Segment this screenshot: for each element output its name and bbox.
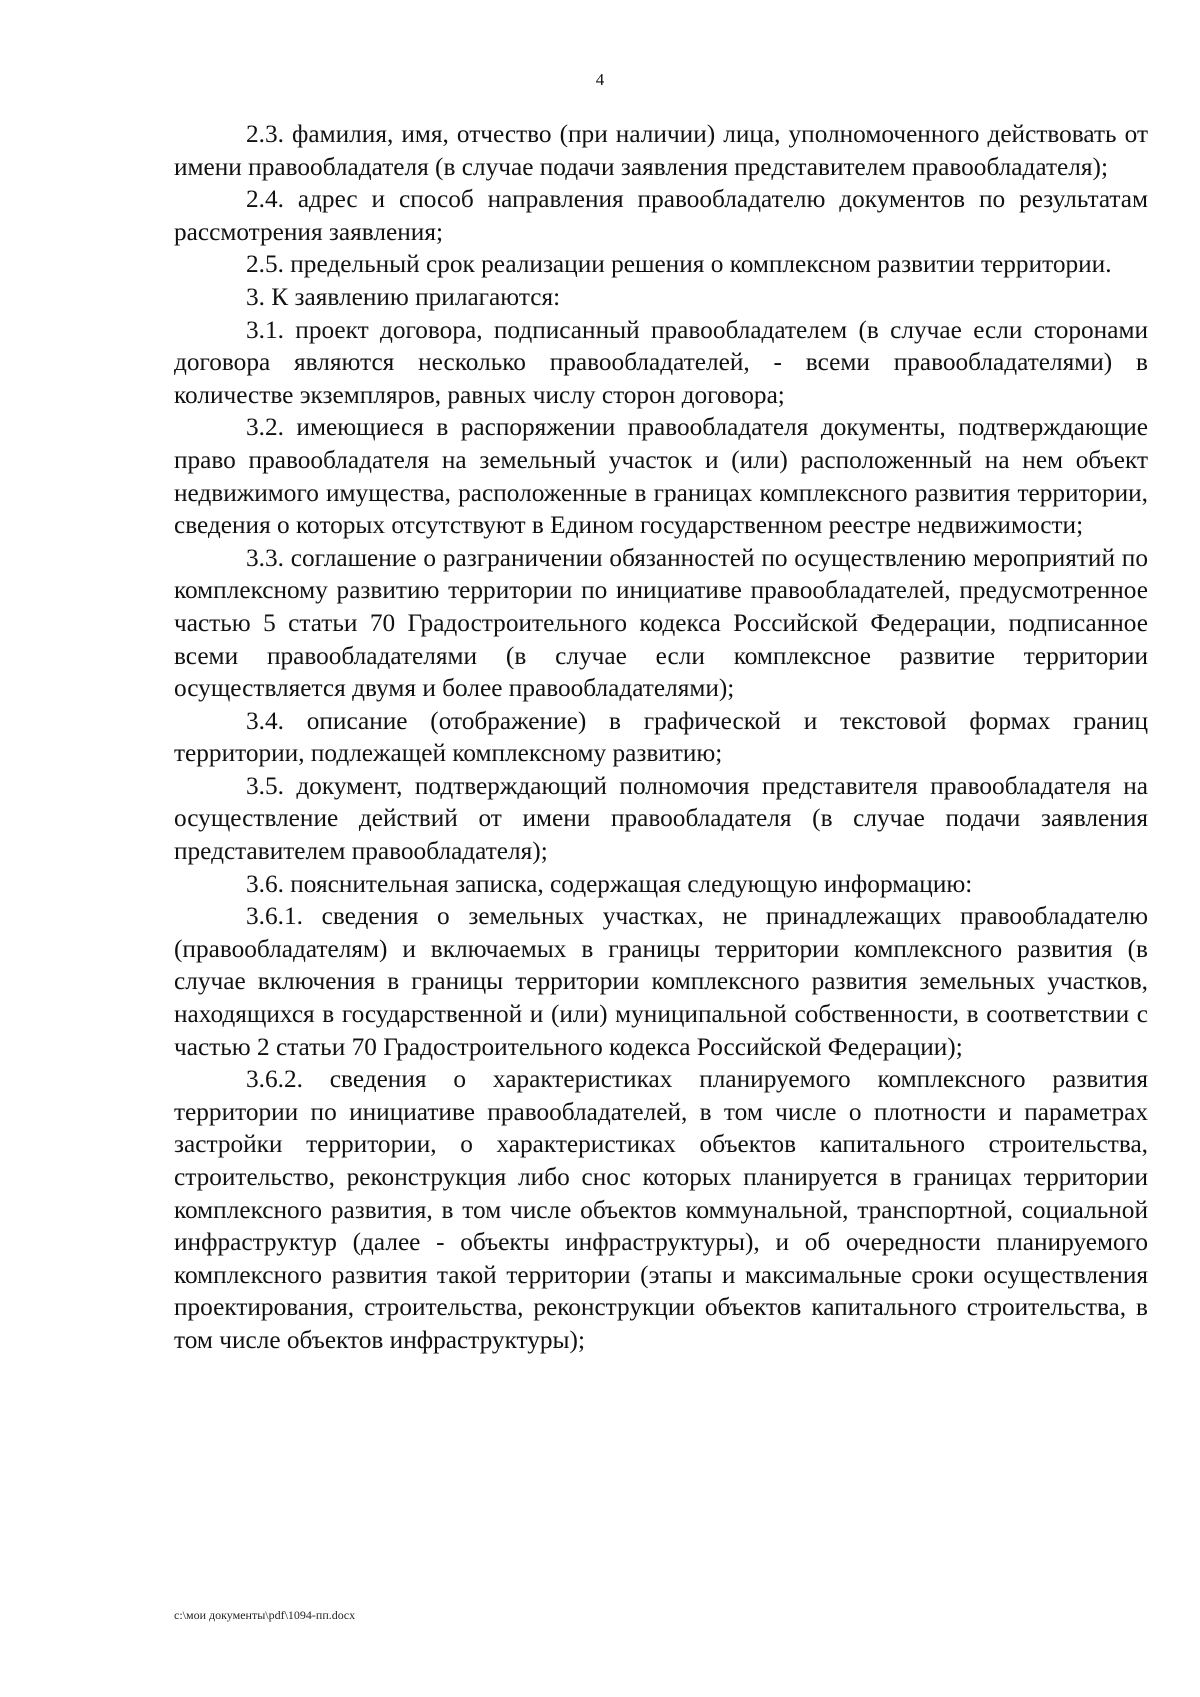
paragraph-2-3: 2.3. фамилия, имя, отчество (при наличии) лица, уполномоченного действовать от имени правообладателя (в случае подачи заявления представителем правообладателя); bbox=[174, 120, 1148, 181]
paragraph-3-3: 3.3. соглашение о разграничении обязанностей по осуществлению мероприятий по комплексному развитию территории по инициативе правообладателей, предусмотренное частью 5 статьи 70 Градостроительного кодекса Российской Федерации, подписанное всеми правообладателями (в случае если комплексное развитие территории осуществляется двумя и более правообладателями); bbox=[174, 543, 1148, 703]
paragraph-3-2: 3.2. имеющиеся в распоряжении правообладателя документы, подтверждающие право правообладателя на земельный участок и (или) расположенный на нем объект недвижимого имущества, расположенные в границах комплексного развития территории, сведения о которых отсутствуют в Едином государственном реестре недвижимости; bbox=[174, 413, 1148, 540]
footer-file-path: c:\мои документы\pdf\1094-пп.docx bbox=[174, 1608, 356, 1622]
paragraph-3: 3. К заявлению прилагаются: bbox=[246, 282, 561, 311]
paragraph-3-4: 3.4. описание (отображение) в графической и текстовой формах границ территории, подлежащей комплексному развитию; bbox=[174, 706, 1148, 768]
paragraph-2-5: 2.5. предельный срок реализации решения о комплексном развитии территории. bbox=[246, 250, 1112, 279]
paragraph-3-1: 3.1. проект договора, подписанный правообладателем (в случае если сторонами договора являются несколько правообладателей, - всеми правообладателями) в количестве экземпляров, равных числу сторон договора; bbox=[174, 315, 1148, 409]
paragraph-3-6-1: 3.6.1. сведения о земельных участках, не принадлежащих правообладателю (правообладателям) и включаемых в границы территории комплексного развития (в случае включения в границы территории комплексного развития земельных участков, находящихся в государственной и (или) муниципальной собственности, в соответствии с частью 2 статьи 70 Градостроительного кодекса Российской Федерации); bbox=[174, 902, 1148, 1061]
document-body bbox=[174, 118, 1148, 1357]
paragraph-3-6: 3.6. пояснительная записка, содержащая следующую информацию: bbox=[246, 869, 973, 898]
paragraph-3-5: 3.5. документ, подтверждающий полномочия представителя правообладателя на осуществление действий от имени правообладателя (в случае подачи заявления представителем правообладателя); bbox=[174, 771, 1148, 866]
paragraph-2-4: 2.4. адрес и способ направления правообладателю документов по результатам рассмотрения заявления; bbox=[174, 185, 1148, 246]
page-number: 4 bbox=[595, 70, 605, 89]
paragraph-3-6-2: 3.6.2. сведения о характеристиках планируемого комплексного развития территории по инициативе правообладателей, в том числе о плотности и параметрах застройки территории, о характеристиках объектов капитального строительства, строительство, реконструкция либо снос которых планируется в границах территории комплексного развития, в том числе объектов коммунальной, транспортной, социальной инфраструктур (далее - объекты инфраструктуры), и об очередности планируемого комплексного развития такой территории (этапы и максимальные сроки осуществления проектирования, строительства, реконструкции объектов капитального строительства, в том числе объектов инфраструктуры); bbox=[174, 1065, 1148, 1354]
